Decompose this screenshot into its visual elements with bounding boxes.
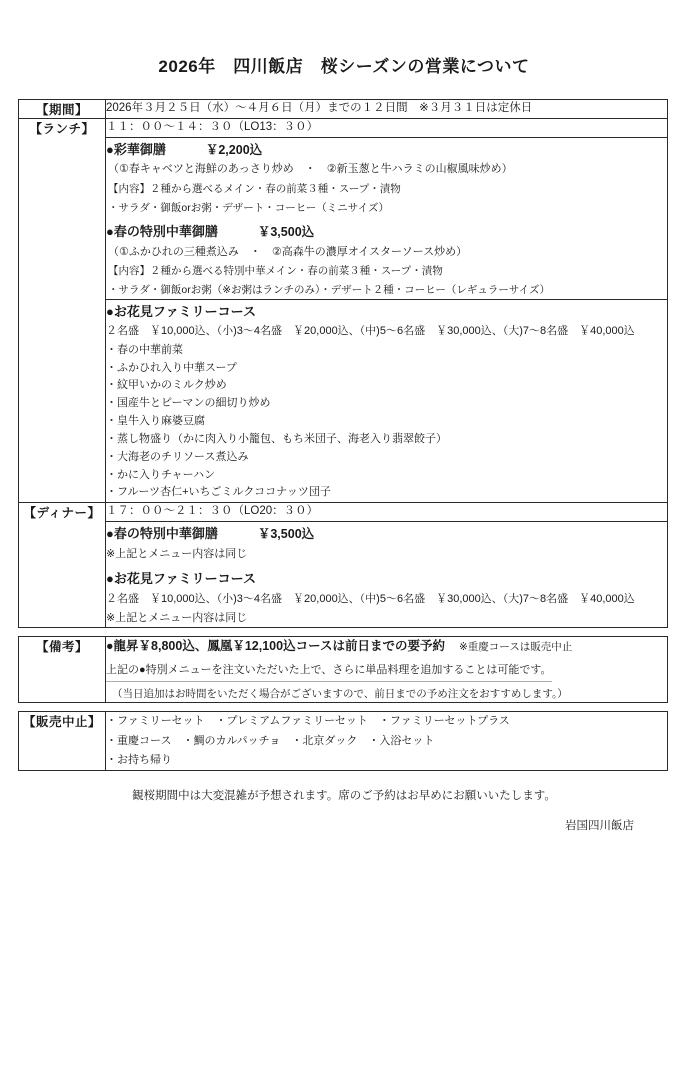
list-item: ・ かに入りチャーハン [106,467,667,485]
remarks-head-text: ●龍昇￥8,800込、鳳凰￥12,100込コースは前日までの要予約 [106,638,445,653]
table-row [19,636,668,703]
lunch-set-1-title [106,140,667,160]
stopped-line-2: ・重慶コース ・鯛のカルパッチョ ・北京ダック ・入浴セット [106,734,435,747]
dinner-set-name: ●春の特別中華御膳 [106,525,218,541]
lunch-hours: １１：００～１４：３０（LO13：３０） [106,119,668,138]
list-item: ・ 国産牛とピーマンの細切り炒め [106,395,667,413]
list-item: ・ 紋甲いかのミルク炒め [106,377,667,395]
remarks-head-note: ※重慶コースは販売中止 [458,640,573,653]
lunch-set-2-sub: （①ふかひれの三種煮込み ・ ②高森牛の濃厚オイスターソース炒め） [108,245,468,258]
lunch-set-2-name: ●春の特別中華御膳 [106,224,218,240]
stopped-cell [106,712,668,771]
dinner-hours: １７：００～２１：３０（LO20：３０） [106,503,668,522]
lunch-label: 【ランチ】 [19,119,106,503]
lunch-set-2-price: ￥3,500込 [257,225,315,240]
table-row [19,137,668,299]
remarks-paren-note: （当日追加はお時間をいただく場合がございますので、前日までの予め注文をおすすめします。） [112,688,568,701]
dinner-course-note: ※上記とメニュー内容は同じ [106,611,248,624]
list-item: ・ 蒸し物盛り（かに肉入り小籠包、もち米団子、海老入り翡翠餃子） [106,431,667,449]
lunch-set-1-sub: （①春キャベツと海鮮のあっさり炒め ・ ②新玉葱と牛ハラミの山椒風味炒め） [108,163,513,176]
stopped-line-3: ・お持ち帰り [106,753,172,766]
lunch-set-1-name: ●彩華御膳 [106,141,166,157]
page-title: 2026年 四川飯店 桜シーズンの営業について [158,57,530,76]
lunch-set-2-title [106,222,667,242]
list-item: ・ ふかひれ入り中華スープ [106,360,667,378]
dinner-table [18,502,668,627]
lunch-course-prices: ２名盛 ￥10,000込、（小)3～4名盛 ￥20,000込、（中)5～6名盛 ￥30,000込、（大)7～8名盛 ￥40,000込 [106,324,635,337]
lunch-set-2-content2: ・サラダ・御飯orお粥（※お粥はランチのみ）・デザート２種・コーヒー（レギュラーサイズ） [108,284,551,297]
period-label: 【期間】 [19,100,106,119]
signature: 岩国四川飯店 [565,820,634,833]
dinner-set-title [106,524,667,544]
footer-note: 観桜期間中は大変混雑が予想されます。席のご予約はお早めにお願いいたします。 [132,790,556,803]
dinner-course [106,569,667,626]
lunch-table [18,118,668,503]
period-table [18,99,668,119]
remarks-underlined: 上記の●特別メニューを注文いただいた上で、さらに単品料理を追加することは可能です。 [106,661,552,682]
dinner-course-prices: ２名盛 ￥10,000込、（小)3～4名盛 ￥20,000込、（中)5～6名盛 ￥30,000込、（大)7～8名盛 ￥40,000込 [106,592,635,605]
remarks-cell [106,636,668,703]
lunch-set-1-content2: ・サラダ・御飯orお粥・デザート・コーヒー（ミニサイズ） [108,201,389,214]
remarks-head [106,637,667,656]
dinner-set-price: ￥3,500込 [257,526,315,541]
lunch-course-items [106,342,667,502]
lunch-set-1 [106,140,667,216]
table-row [19,119,668,138]
remarks-table [18,636,668,704]
lunch-sets-cell [106,137,668,299]
lunch-set-1-price: ￥2,200込 [205,142,263,157]
table-row [19,521,668,627]
dinner-set [106,524,667,563]
remarks-label: 【備考】 [19,636,106,703]
lunch-set-1-content1: 【内容】２種から選べるメイン・春の前菜３種・スープ・漬物 [108,182,401,195]
dinner-set-note: ※上記とメニュー内容は同じ [106,548,248,561]
stopped-table [18,711,668,771]
list-item: ・ 皇牛入り麻婆豆腐 [106,413,667,431]
list-item: ・ 大海老のチリソース煮込み [106,449,667,467]
document-page [0,52,688,1076]
dinner-label: 【ディナー】 [19,503,106,627]
table-row [19,299,668,503]
lunch-set-2 [106,222,667,298]
table-row [19,712,668,771]
lunch-course-cell [106,299,668,503]
dinner-menu-cell [106,521,668,627]
stopped-line-1: ・ファミリーセット ・プレミアムファミリーセット ・ファミリーセットプラス [106,715,510,728]
period-value: 2026年３月２５日（水）～４月６日（月）までの１２日間 ※３月３１日は定休日 [106,100,668,119]
table-row [19,100,668,119]
lunch-course-name: ●お花見ファミリーコース [106,303,256,319]
list-item: ・ フルーツ杏仁+いちごミルクココナッツ団子 [106,484,667,502]
list-item: ・ 春の中華前菜 [106,342,667,360]
stopped-label: 【販売中止】 [19,712,106,771]
table-row [19,503,668,522]
lunch-set-2-content1: 【内容】２種から選べる特別中華メイン・春の前菜３種・スープ・漬物 [108,265,443,278]
dinner-course-name: ●お花見ファミリーコース [106,571,256,587]
